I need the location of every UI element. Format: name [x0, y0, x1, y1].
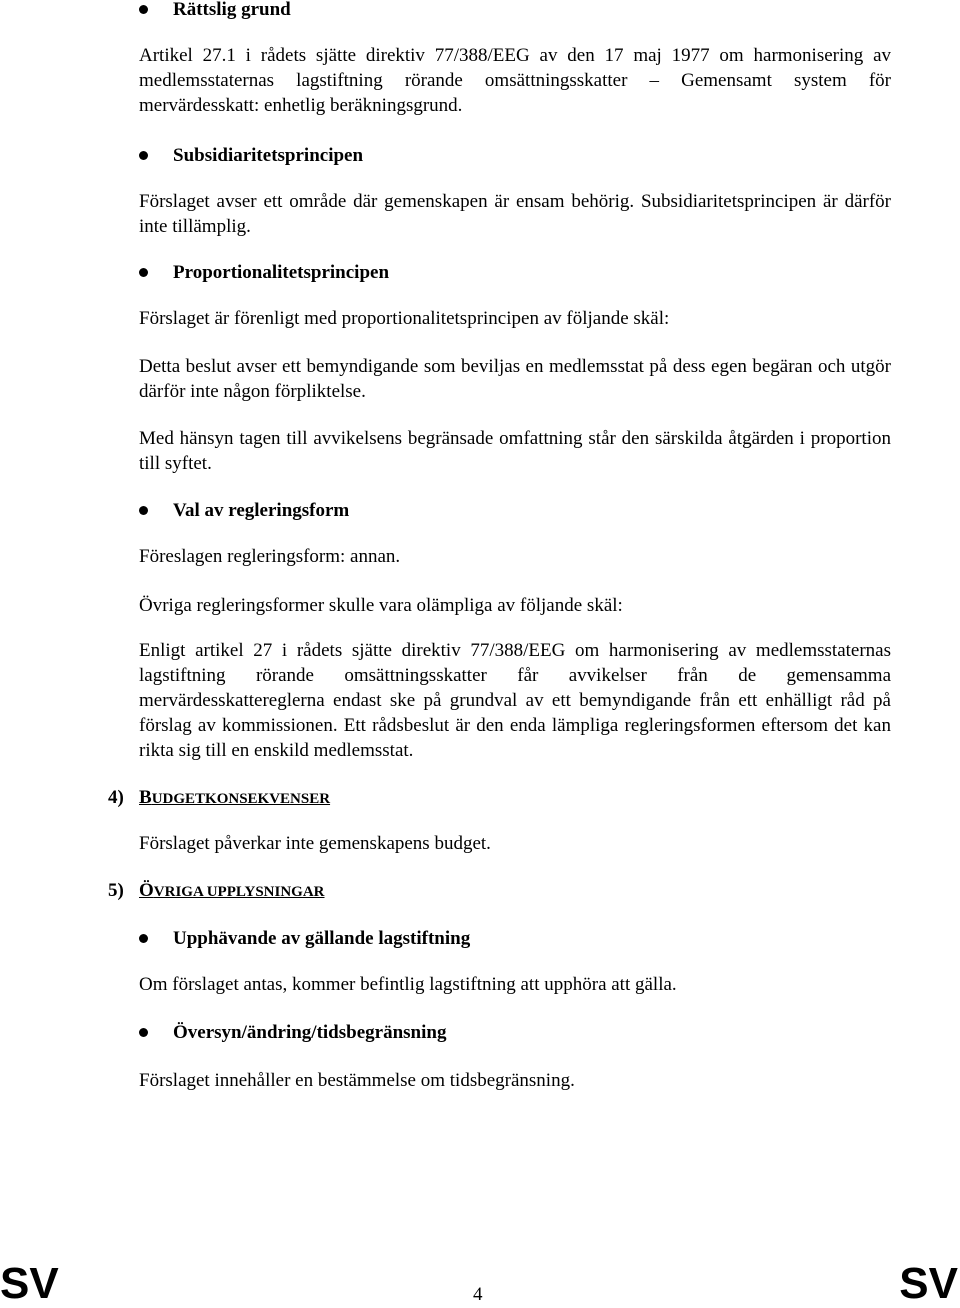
heading-subsidiaritet: Subsidiaritetsprincipen [173, 145, 364, 166]
section-title [139, 880, 325, 901]
paragraph-budget: Förslaget påverkar inte gemenskapens budget. [139, 833, 491, 854]
paragraph-regleringsform-2: Övriga regleringsformer skulle vara olämpliga av följande skäl: [139, 595, 623, 616]
heading-proportionalitet: Proportionalitetsprincipen [173, 262, 390, 283]
page-number: 4 [473, 1284, 483, 1305]
bullet-icon [139, 506, 148, 515]
paragraph-subsidiaritet: Förslaget avser ett område där gemenskapen är ensam behörig. Subsidiaritetsprincipen är därför inte tillämplig. [139, 191, 891, 237]
bullet-icon [139, 934, 148, 943]
bullet-icon [139, 1028, 148, 1037]
heading-rattslig-grund: Rättslig grund [173, 0, 291, 20]
section-title-initial: B [139, 787, 152, 808]
section-title [139, 787, 330, 808]
section-title-rest: UDGETKONSEKVENSER [151, 791, 331, 807]
bullet-icon [139, 268, 148, 277]
paragraph-regleringsform-1: Föreslagen regleringsform: annan. [139, 546, 401, 567]
bullet-icon [139, 5, 148, 14]
paragraph-proportionalitet-1: Detta beslut avser ett bemyndigande som beviljas en medlemsstat på dess egen begäran och utgör därför inte någon förpliktelse. [139, 356, 891, 402]
bullet-icon [139, 151, 148, 160]
paragraph-proportionalitet-2: Med hänsyn tagen till avvikelsens begränsade omfattning står den särskilda åtgärden i proportion till syftet. [139, 428, 891, 474]
footer-language-left: SV [0, 1259, 59, 1308]
paragraph-upphavande: Om förslaget antas, kommer befintlig lagstiftning att upphöra att gälla. [139, 974, 677, 995]
paragraph-oversyn: Förslaget innehåller en bestämmelse om tidsbegränsning. [139, 1070, 575, 1091]
section-heading-ovriga-upplysningar [108, 878, 325, 905]
heading-regleringsform: Val av regleringsform [173, 500, 350, 521]
section-number: 4) [108, 787, 124, 808]
section-heading-budgetkonsekvenser [108, 785, 330, 812]
section-title-rest: VRIGA UPPLYSNINGAR [153, 884, 325, 900]
paragraph-proportionalitet-intro: Förslaget är förenligt med proportionalitetsprincipen av följande skäl: [139, 308, 670, 329]
section-number: 5) [108, 880, 124, 901]
footer-language-right: SV [899, 1259, 958, 1308]
paragraph-rattslig-grund: Artikel 27.1 i rådets sjätte direktiv 77/388/EEG av den 17 maj 1977 om harmonisering av medlemsstaternas lagstiftning rörande omsättningsskatter – Gemensamt system för mervärdesskatt: enhetlig beräkningsgrund. [139, 45, 891, 116]
section-title-initial: Ö [139, 880, 154, 901]
heading-oversyn: Översyn/ändring/tidsbegränsning [173, 1022, 447, 1043]
heading-upphavande: Upphävande av gällande lagstiftning [173, 928, 471, 949]
paragraph-regleringsform-3: Enligt artikel 27 i rådets sjätte direktiv 77/388/EEG om harmonisering av medlemsstaternas lagstiftning rörande omsättningsskatter får avvikelser från de gemensamma mervärdesskattereglerna endast ske på grundval av ett bemyndigande från ett enhälligt råd på förslag av kommissionen. Ett rådsbeslut är den enda lämpliga regleringsformen eftersom det kan rikta sig till en enskild medlemsstat. [139, 640, 891, 761]
